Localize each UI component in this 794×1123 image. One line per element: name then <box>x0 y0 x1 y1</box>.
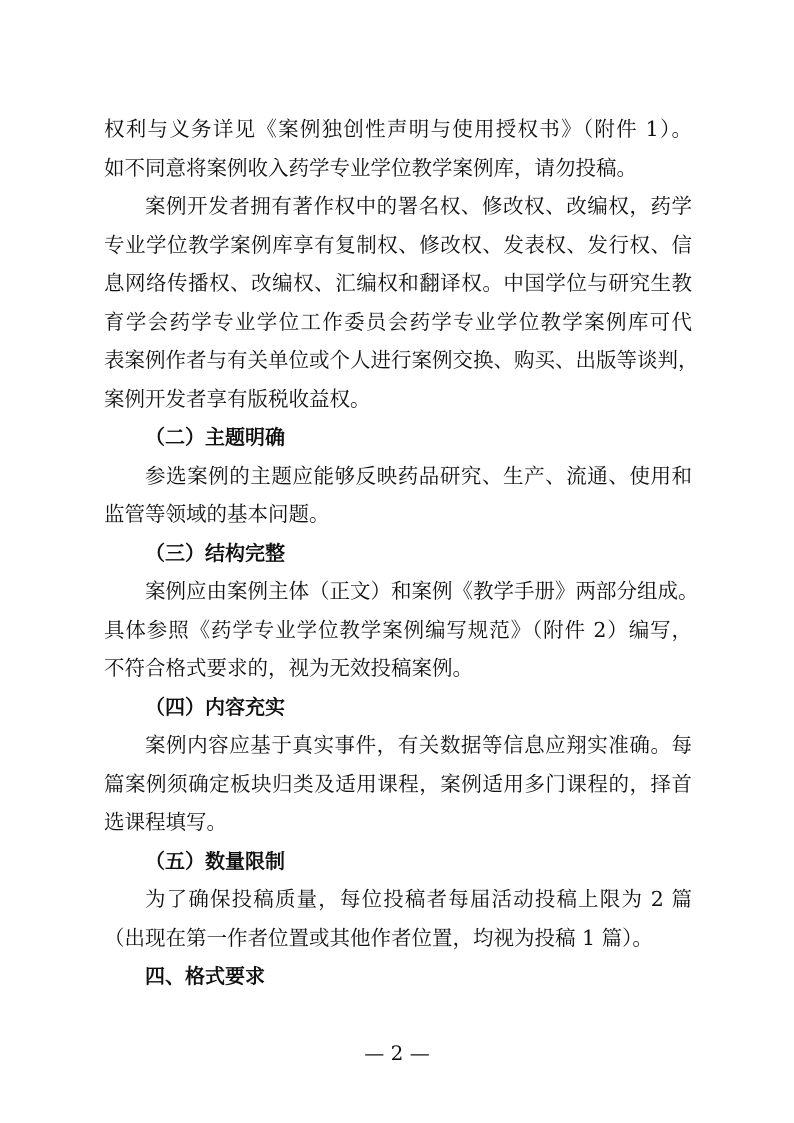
text-line: 表案例作者与有关单位或个人进行案例交换、购买、出版等谈判， <box>104 348 699 372</box>
text-line: 篇案例须确定板块归类及适用课程，案例适用多门课程的，择首 <box>104 771 692 796</box>
text-line: 为了确保投稿质量，每位投稿者每届活动投稿上限为 2 篇 <box>145 887 692 911</box>
text-line: 案例应由案例主体（正文）和案例《教学手册》两部分组成。 <box>145 579 699 603</box>
text-line: 选课程填写。 <box>104 810 227 834</box>
document-body <box>104 110 699 996</box>
paragraph-theme <box>104 457 692 534</box>
text-line: 育学会药学专业学位工作委员会药学专业学位教学案例库可代 <box>104 309 692 334</box>
section-heading-quantity: （五）数量限制 <box>145 848 285 873</box>
text-line: 息网络传播权、改编权、汇编权和翻译权。中国学位与研究生教 <box>104 271 692 295</box>
paragraph-content <box>104 726 692 842</box>
section-heading-theme: （二）主题明确 <box>145 425 285 449</box>
text-line: 权利与义务详见《案例独创性声明与使用授权书》（附件 1）。 <box>104 117 692 141</box>
text-line: 不符合格式要求的，视为无效投稿案例。 <box>104 656 473 680</box>
text-line: 具体参照《药学专业学位教学案例编写规范》（附件 2）编写， <box>104 617 692 642</box>
paragraph-copyright <box>104 187 699 418</box>
text-line: 案例开发者享有版税收益权。 <box>104 386 371 411</box>
paragraph-rights <box>104 110 692 187</box>
section-heading-format: 四、格式要求 <box>145 964 265 988</box>
paragraph-structure <box>104 572 699 688</box>
section-heading-content: （四）内容充实 <box>145 694 285 719</box>
text-line: （出现在第一作者位置或其他作者位置，均视为投稿 1 篇）。 <box>104 925 653 950</box>
text-line: 案例开发者拥有著作权中的署名权、修改权、改编权，药学 <box>145 194 692 218</box>
page-number: — 2 — <box>364 1041 430 1065</box>
paragraph-quantity <box>104 880 692 957</box>
text-line: 如不同意将案例收入药学专业学位教学案例库，请勿投稿。 <box>104 155 637 180</box>
text-line: 监管等领域的基本问题。 <box>104 502 330 526</box>
section-heading-structure: （三）结构完整 <box>145 540 285 565</box>
text-line: 参选案例的主题应能够反映药品研究、生产、流通、使用和 <box>145 463 692 488</box>
text-line: 专业学位教学案例库享有复制权、修改权、发表权、发行权、信 <box>104 232 692 257</box>
text-line: 案例内容应基于真实事件，有关数据等信息应翔实准确。每 <box>145 733 692 757</box>
